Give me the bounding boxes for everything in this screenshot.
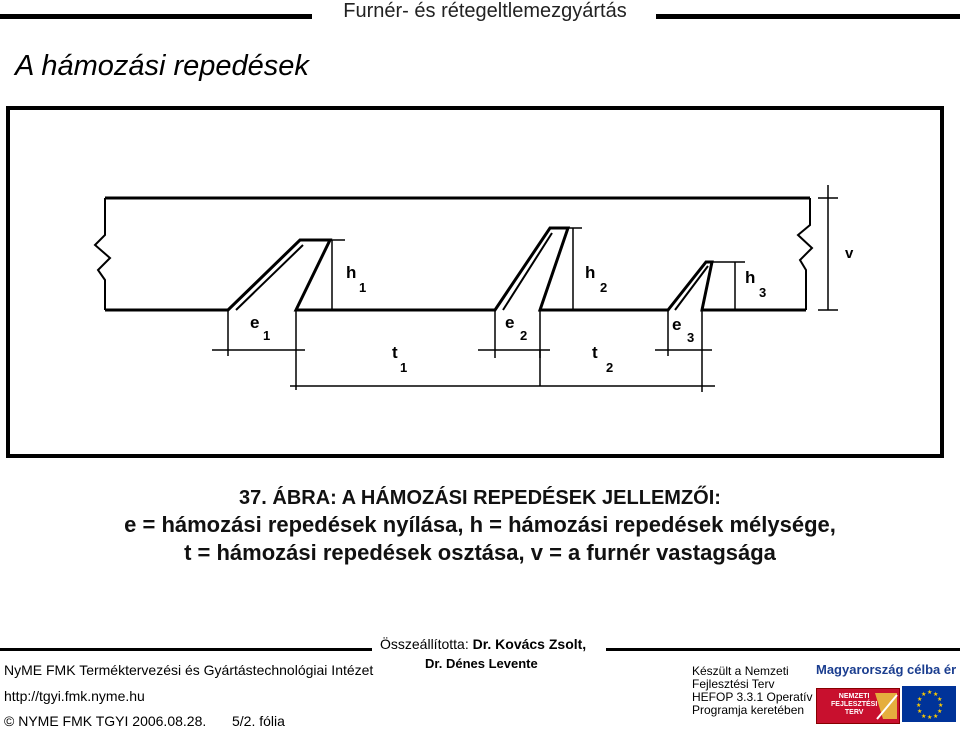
label-t2: t bbox=[592, 343, 598, 362]
svg-text:★: ★ bbox=[927, 714, 933, 721]
footer-compiled-label: Összeállította: Dr. Kovács Zsolt, bbox=[380, 636, 587, 652]
footer-slide-number: 5/2. fólia bbox=[232, 713, 285, 729]
footer-institute: NyME FMK Terméktervezési és Gyártástechnológiai Intézet bbox=[4, 662, 374, 678]
footer-copyright: © NYME FMK TGYI 2006.08.28. bbox=[4, 713, 207, 729]
svg-text:★: ★ bbox=[916, 702, 922, 709]
slide-title: A hámozási repedések bbox=[15, 50, 309, 82]
label-t1-sub: 1 bbox=[400, 360, 408, 375]
caption-line-1: 37. ÁBRA: A HÁMOZÁSI REPEDÉSEK JELLEMZŐI: bbox=[239, 487, 721, 509]
footer-rule-right bbox=[606, 648, 960, 651]
svg-text:★: ★ bbox=[917, 696, 923, 703]
footer-compiled-name-2: Dr. Dénes Levente bbox=[425, 656, 538, 671]
caption-line-2: e = hámozási repedések nyílása, h = hámozási repedések mélysége, bbox=[124, 512, 836, 537]
project-line-2: Fejlesztési Terv bbox=[692, 677, 775, 691]
header-title: Furnér- és rétegeltlemezgyártás bbox=[343, 0, 627, 22]
footer-project-info bbox=[692, 665, 813, 717]
svg-text:★: ★ bbox=[921, 713, 927, 720]
label-e3: e bbox=[672, 315, 682, 334]
nft-logo: NEMZETI FEJLESZTÉSI TERV bbox=[816, 688, 900, 724]
label-e2-sub: 2 bbox=[520, 328, 528, 343]
label-h3: h bbox=[745, 268, 756, 287]
label-v: v bbox=[845, 245, 854, 262]
slogan: Magyarország célba ér bbox=[816, 662, 957, 677]
peeling-crack-diagram bbox=[0, 100, 960, 470]
footer-url-link[interactable]: http://tgyi.fmk.nyme.hu bbox=[4, 688, 145, 704]
label-t1: t bbox=[392, 343, 398, 362]
label-h3-sub: 3 bbox=[759, 285, 767, 300]
header-rule-left bbox=[0, 14, 312, 19]
svg-text:★: ★ bbox=[933, 713, 939, 720]
svg-text:★: ★ bbox=[938, 702, 944, 709]
header-rule-right bbox=[656, 14, 960, 19]
eu-flag-icon bbox=[902, 686, 956, 722]
footer-rule-left bbox=[0, 648, 372, 651]
svg-text:★: ★ bbox=[917, 708, 923, 715]
svg-text:★: ★ bbox=[933, 691, 939, 698]
figure-caption bbox=[60, 485, 900, 567]
project-line-1: Készült a Nemzeti bbox=[692, 664, 789, 678]
figure-frame bbox=[8, 108, 942, 456]
label-h1-sub: 1 bbox=[359, 280, 367, 295]
label-h1: h bbox=[346, 263, 357, 282]
label-t2-sub: 2 bbox=[606, 360, 614, 375]
label-e3-sub: 3 bbox=[687, 330, 695, 345]
project-line-4: Programja keretében bbox=[692, 703, 805, 717]
label-h2-sub: 2 bbox=[600, 280, 608, 295]
caption-line-3: t = hámozási repedések osztása, v = a furnér vastagsága bbox=[184, 540, 776, 565]
project-line-3: HEFOP 3.3.1 Operatív bbox=[692, 690, 813, 704]
svg-text:★: ★ bbox=[937, 696, 943, 703]
svg-text:★: ★ bbox=[937, 708, 943, 715]
label-e1-sub: 1 bbox=[263, 328, 271, 343]
label-e2: e bbox=[505, 313, 515, 332]
label-e1: e bbox=[250, 313, 260, 332]
svg-text:★: ★ bbox=[927, 689, 933, 696]
svg-text:★: ★ bbox=[921, 691, 927, 698]
label-h2: h bbox=[585, 263, 596, 282]
